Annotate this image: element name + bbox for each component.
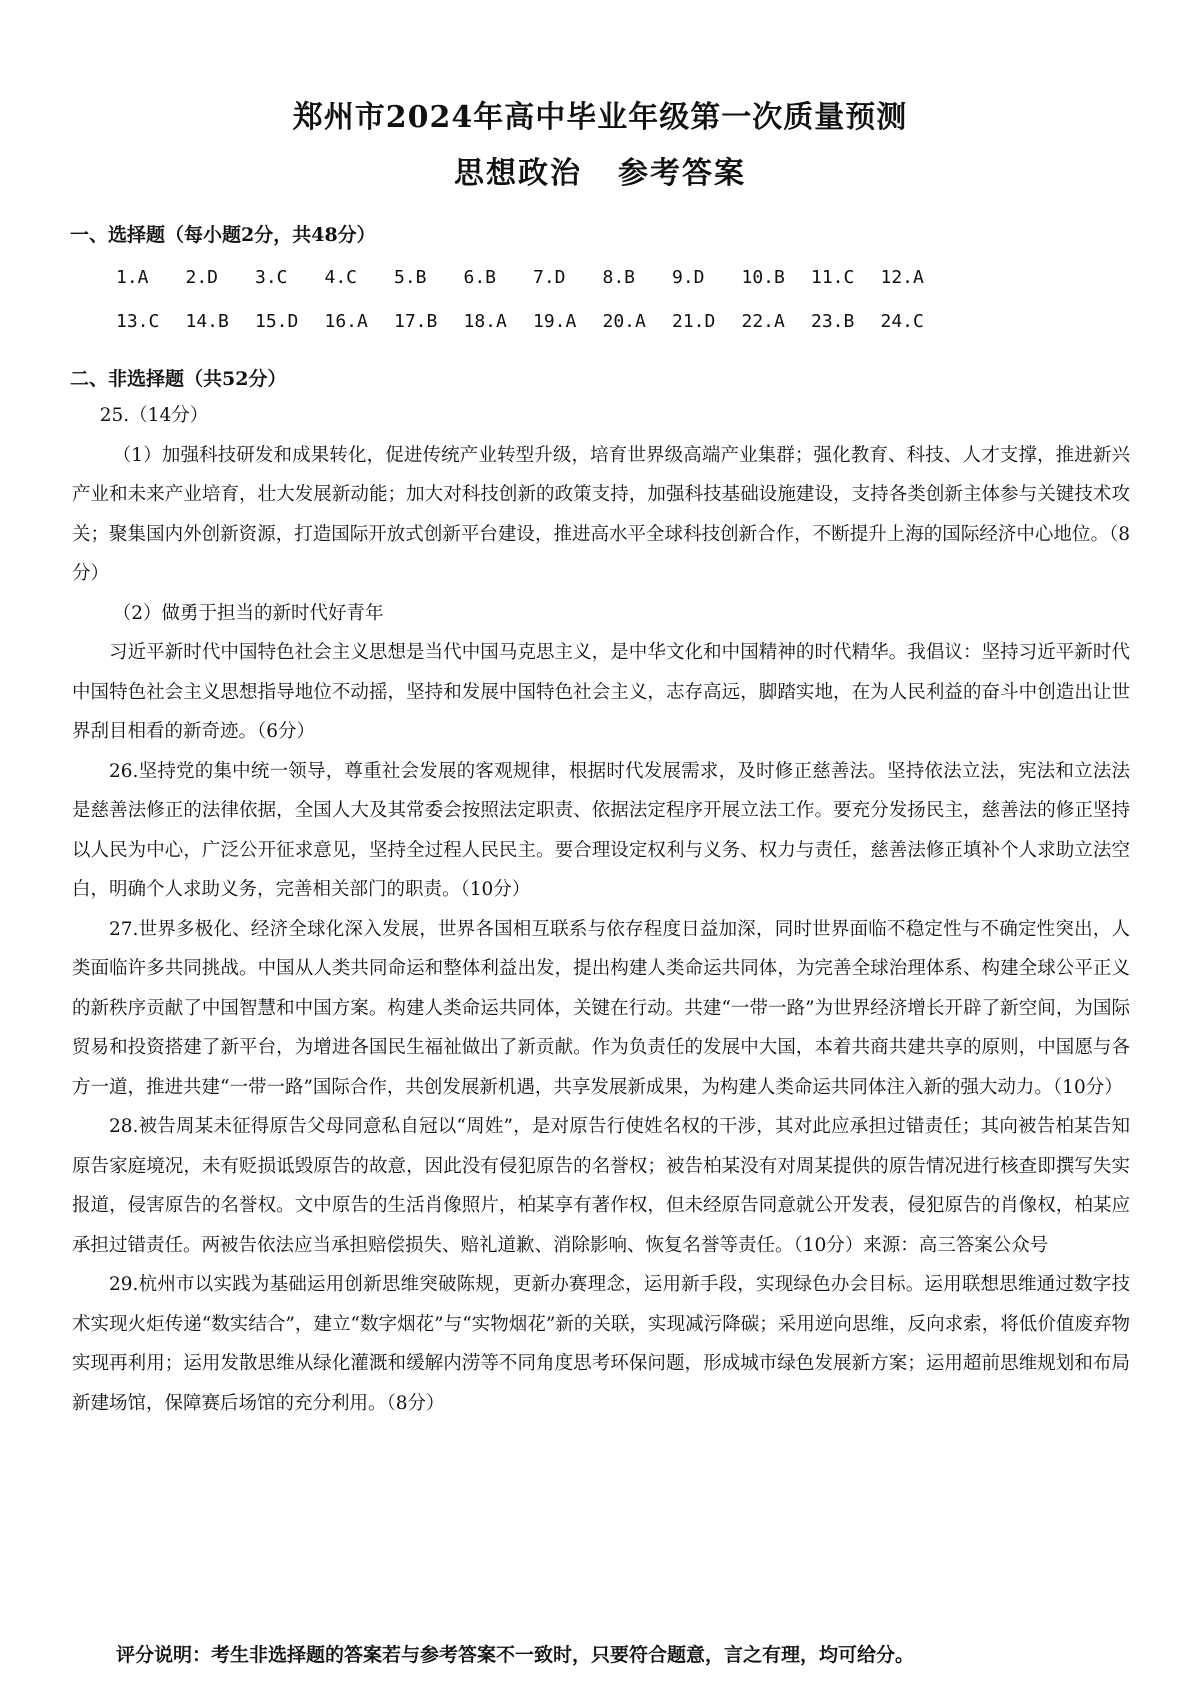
answer-item: 7.D: [533, 266, 566, 288]
page-subtitle: [0, 148, 1200, 192]
answer-item: 17.B: [394, 310, 438, 332]
question-26-answer: 26.坚持党的集中统一领导，尊重社会发展的客观规律，根据时代发展需求，及时修正慈善法。坚持依法立法，宪法和立法法是慈善法修正的法律依据，全国人大及其常委会按照法定职责、依据法定程序开展立法工作。要充分发扬民主，慈善法的修正坚持以人民为中心，广泛公开征求意见，坚持全过程人民民主。要合理设定权利与义务、权力与责任，慈善法修正填补个人求助立法空白，明确个人求助义务，完善相关部门的职责。（10分）: [72, 760, 1130, 900]
nonchoice-answers: [72, 396, 1130, 1423]
answer-item: 22.A: [741, 310, 785, 332]
section-heading-choice: 一、选择题（每小题2分，共48分）: [70, 224, 376, 246]
question-25-part-2-heading: （2）做勇于担当的新时代好青年: [112, 602, 384, 624]
page-title: 郑州市2024年高中毕业年级第一次质量预测: [292, 100, 908, 135]
question-28-answer: 28.被告周某未征得原告父母同意私自冠以“周姓”，是对原告行使姓名权的干涉，其对此应承担过错责任；其向被告柏某告知原告家庭境况，未有贬损诋毁原告的故意，因此没有侵犯原告的名誉权；被告柏某没有对周某提供的原告情况进行核查即撰写失实报道，侵害原告的名誉权。文中原告的生活肖像照片，柏某享有著作权，但未经原告同意就公开发表，侵犯原告的肖像权，柏某应承担过错责任。两被告依法应当承担赔偿损失、赔礼道歉、消除影响、恢复名誉等责任。（10分）来源：高三答案公众号: [72, 1116, 1130, 1256]
answer-item: 19.A: [533, 310, 577, 332]
answer-item: 16.A: [324, 310, 368, 332]
answer-item: 14.B: [185, 310, 229, 332]
answer-item: 3.C: [255, 266, 288, 288]
answer-item: 20.A: [602, 310, 646, 332]
question-25-part-1: （1）加强科技研发和成果转化，促进传统产业转型升级，培育世界级高端产业集群；强化教育、科技、人才支撑，推进新兴产业和未来产业培育，壮大发展新动能；加大对科技创新的政策支持，加强科技基础设施建设，支持各类创新主体参与关键技术攻关；聚集国内外创新资源，打造国际开放式创新平台建设，推进高水平全球科技创新合作，不断提升上海的国际经济中心地位。（8分）: [72, 444, 1130, 584]
answer-item: 2.D: [185, 266, 219, 288]
answer-item: 15.D: [255, 310, 299, 332]
answer-item: 10.B: [741, 266, 785, 288]
answer-item: 23.B: [811, 310, 855, 332]
answer-item: 13.C: [116, 310, 160, 332]
choice-answers-row-1: [116, 255, 950, 299]
answer-item: 24.C: [880, 310, 924, 332]
answer-item: 1.A: [116, 266, 149, 288]
answer-item: 6.B: [463, 266, 497, 288]
answer-item: 21.D: [672, 310, 716, 332]
question-25-heading: 25.（14分）: [99, 405, 209, 426]
answer-item: 18.A: [463, 310, 507, 332]
question-25-part-2: 习近平新时代中国特色社会主义思想是当代中国马克思主义，是中华文化和中国精神的时代精华。我倡议：坚持习近平新时代中国特色社会主义思想指导地位不动摇，坚持和发展中国特色社会主义，志存高远，脚踏实地，在为人民利益的奋斗中创造出让世界刮目相看的新奇迹。（6分）: [72, 642, 1130, 742]
answer-item: 11.C: [811, 266, 855, 288]
grading-note: 评分说明：考生非选择题的答案若与参考答案不一致时，只要符合题意，言之有理，均可给分。: [116, 1644, 915, 1666]
answer-item: 8.B: [602, 266, 636, 288]
answer-item: 4.C: [324, 266, 358, 288]
answer-item: 5.B: [394, 266, 427, 288]
answer-item: 9.D: [672, 266, 705, 288]
question-27-answer: 27.世界多极化、经济全球化深入发展，世界各国相互联系与依存程度日益加深，同时世界面临不稳定性与不确定性突出，人类面临许多共同挑战。中国从人类共同命运和整体利益出发，提出构建人类命运共同体，为完善全球治理体系、构建全球公平正义的新秩序贡献了中国智慧和中国方案。构建人类命运共同体，关键在行动。共建“一带一路”为世界经济增长开辟了新空间，为国际贸易和投资搭建了新平台，为增进各国民生福祉做出了新贡献。作为负责任的发展中大国，本着共商共建共享的原则，中国愿与各方一道，推进共建“一带一路”国际合作，共创发展新机遇，共享发展新成果，为构建人类命运共同体注入新的强大动力。（10分）: [72, 918, 1130, 1098]
subject-label: 思想政治: [454, 156, 582, 191]
answer-key-label: 参考答案: [618, 156, 746, 191]
section-heading-nonchoice: 二、非选择题（共52分）: [70, 368, 287, 390]
choice-answers-row-2: [116, 299, 950, 343]
question-29-answer: 29.杭州市以实践为基础运用创新思维突破陈规，更新办赛理念，运用新手段，实现绿色办会目标。运用联想思维通过数字技术实现火炬传递“数实结合”，建立“数字烟花”与“实物烟花”新的关联，实现减污降碳；采用逆向思维，反向求索，将低价值废弃物实现再利用；运用发散思维从绿化灌溉和缓解内涝等不同角度思考环保问题，形成城市绿色发展新方案；运用超前思维规划和布局新建场馆，保障赛后场馆的充分利用。（8分）: [72, 1274, 1130, 1414]
answer-item: 12.A: [880, 266, 924, 288]
